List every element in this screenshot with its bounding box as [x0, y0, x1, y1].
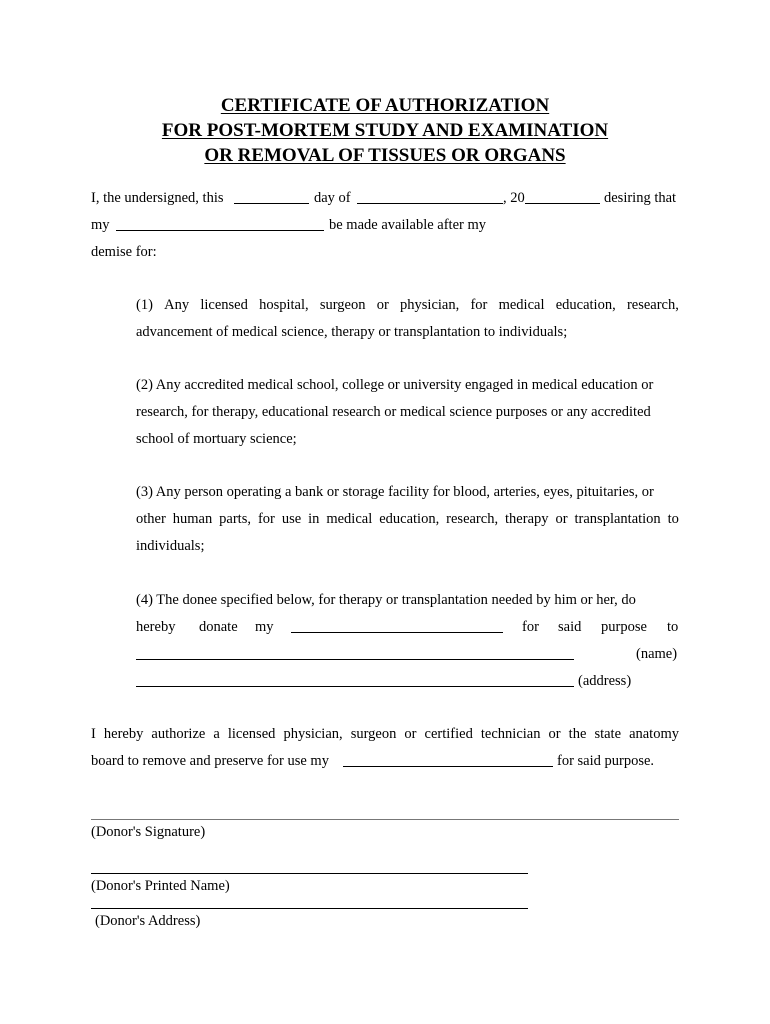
word: surgeon: [350, 726, 397, 742]
word: certified: [424, 726, 473, 742]
authorization-line1: [91, 725, 679, 743]
word: (1): [136, 297, 153, 313]
word: research,: [446, 511, 499, 527]
word: for: [257, 511, 275, 527]
item2-line3: school of mortuary science;: [136, 431, 297, 447]
word: education,: [555, 297, 616, 313]
title-line-1: CERTIFICATE OF AUTHORIZATION: [220, 95, 550, 116]
donee-address-label: (address): [578, 673, 632, 689]
word: for: [470, 297, 488, 313]
word: therapy: [505, 511, 549, 527]
donor-printed-name-line[interactable]: [91, 873, 528, 874]
word: licensed: [200, 297, 248, 313]
donor-signature-label: (Donor's Signature): [91, 824, 206, 840]
item4-text-said: said: [558, 619, 582, 635]
word: parts,: [219, 511, 251, 527]
donee-name-blank[interactable]: [136, 659, 574, 660]
item4-text-for: for: [522, 619, 539, 635]
donated-part-blank[interactable]: [291, 632, 503, 633]
donor-signature-line[interactable]: [91, 819, 679, 820]
donor-printed-name-label: (Donor's Printed Name): [91, 878, 230, 894]
item4-text-purpose: purpose: [601, 619, 647, 635]
word: use: [281, 511, 302, 527]
word: technician: [480, 726, 541, 742]
word: Any: [164, 297, 190, 313]
item4-text-hereby: hereby: [136, 619, 176, 635]
word: I: [91, 726, 96, 742]
word: to: [667, 511, 679, 527]
item4-text-my: my: [255, 619, 274, 635]
word: transplantation: [574, 511, 661, 527]
word: the: [568, 726, 587, 742]
month-blank[interactable]: [357, 203, 503, 204]
donee-address-blank[interactable]: [136, 686, 574, 687]
word: authorize: [151, 726, 206, 742]
word: physician,: [283, 726, 343, 742]
word: medical: [498, 297, 545, 313]
word: licensed: [227, 726, 276, 742]
word: surgeon: [319, 297, 366, 313]
intro-text-my: my: [91, 217, 110, 233]
intro-text-i: I, the undersigned, this: [91, 190, 224, 206]
intro-text-available: be made available after my: [329, 217, 487, 233]
intro-text-day: day of: [314, 190, 351, 206]
word: human: [172, 511, 213, 527]
intro-text-comma20: , 20: [503, 190, 525, 206]
word: other: [136, 511, 166, 527]
word: or: [555, 511, 568, 527]
word: or: [376, 297, 389, 313]
word: physician,: [400, 297, 460, 313]
intro-text-demise: demise for:: [91, 244, 157, 260]
item1-line1: [136, 296, 679, 314]
title-line-2: FOR POST-MORTEM STUDY AND EXAMINATION: [161, 120, 609, 141]
item3-line1: (3) Any person operating a bank or storage facility for blood, arteries, eyes, pituitaries, or: [136, 484, 654, 500]
word: a: [213, 726, 220, 742]
item2-line2: research, for therapy, educational research or medical science purposes or any accredited: [136, 404, 651, 420]
word: or: [404, 726, 417, 742]
removal-part-blank[interactable]: [343, 766, 553, 767]
donee-name-label: (name): [636, 646, 678, 662]
word: state: [594, 726, 622, 742]
donor-address-line[interactable]: [91, 908, 528, 909]
word: education,: [379, 511, 440, 527]
year-blank[interactable]: [525, 203, 600, 204]
intro-text-desiring: desiring that: [604, 190, 677, 206]
body-part-blank[interactable]: [116, 230, 324, 231]
word: in: [308, 511, 320, 527]
authorization-line2-post: for said purpose.: [557, 753, 655, 769]
item4-line1: (4) The donee specified below, for therapy or transplantation needed by him or her, do: [136, 592, 636, 608]
item4-text-to: to: [667, 619, 679, 635]
title-line-3: OR REMOVAL OF TISSUES OR ORGANS: [204, 145, 566, 166]
item1-line2: advancement of medical science, therapy or transplantation to individuals;: [136, 324, 568, 340]
word: hereby: [103, 726, 144, 742]
word: research,: [626, 297, 679, 313]
authorization-line2-pre: board to remove and preserve for use my: [91, 753, 329, 769]
item3-line3: individuals;: [136, 538, 205, 554]
word: anatomy: [629, 726, 679, 742]
word: hospital,: [259, 297, 309, 313]
item4-text-donate: donate: [199, 619, 238, 635]
day-blank[interactable]: [234, 203, 309, 204]
word: or: [548, 726, 561, 742]
item2-line1: (2) Any accredited medical school, college or university engaged in medical education or: [136, 377, 654, 393]
item3-line2: [136, 510, 679, 528]
donor-address-label: (Donor's Address): [95, 913, 201, 929]
word: medical: [326, 511, 373, 527]
